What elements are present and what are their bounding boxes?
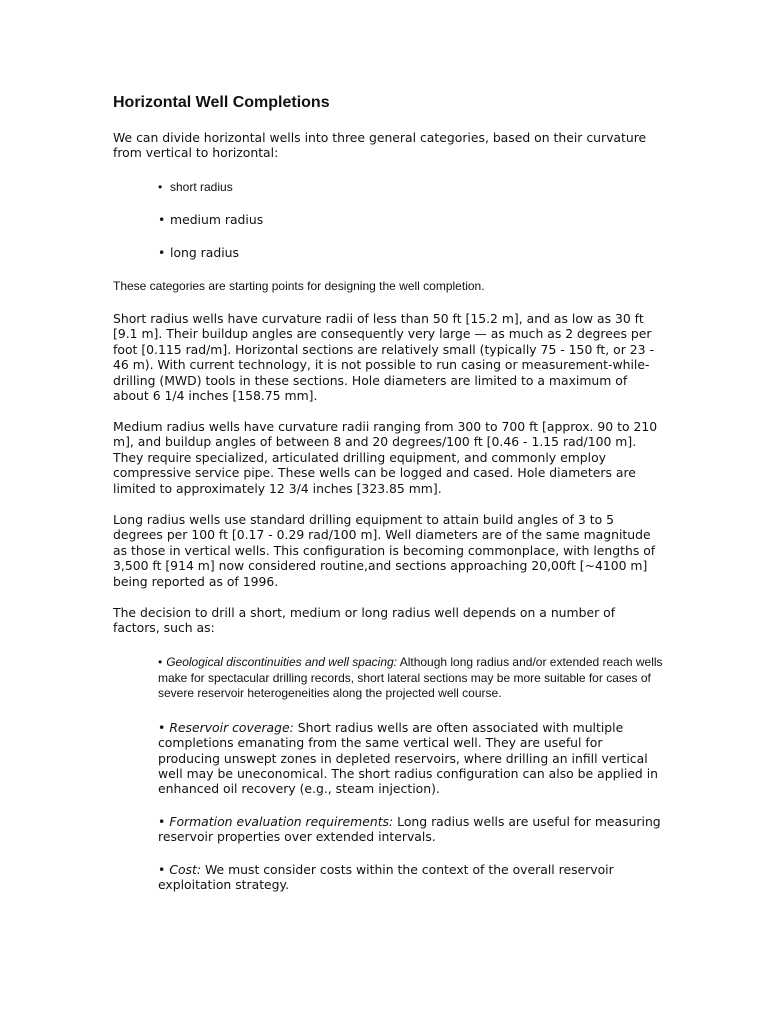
factor-term: Reservoir coverage: — [169, 720, 294, 735]
factor-term: Cost: — [169, 862, 202, 877]
bullet-icon: • — [158, 814, 166, 829]
factor-item — [158, 862, 668, 893]
short-radius-paragraph: Short radius wells have curvature radii of less than 50 ft [15.2 m], and as low as 30 ft [9.1 m]. Their buildup angles are consequently very large — as much as 2 degrees per foot [0.115 rad/m]. Horizontal sections are relatively small (typically 75 - 150 ft, or 23 - 46 m). With current technology, it is not possible to run casing or measurement-while-drilling (MWD) tools in these sections. Hole diameters are limited to a maximum of about 6 1/4 inches [158.75 mm]. — [113, 311, 654, 404]
factor-text: We must consider costs within the context of the overall reservoir exploitation strategy. — [158, 862, 614, 893]
factor-item — [158, 720, 668, 796]
bullet-icon: • — [158, 655, 163, 669]
factor-term: Formation evaluation requirements: — [169, 814, 394, 829]
long-radius-paragraph: Long radius wells use standard drilling equipment to attain build angles of 3 to 5 degrees per 100 ft [0.17 - 0.29 rad/100 m]. Well diameters are of the same magnitude as those in vertical wells. This configuration is becoming commonplace, with lengths of 3,500 ft [914 m] now considered routine,and sections approaching 20,00ft [~4100 m] being reported as of 1996. — [113, 512, 656, 589]
page-title: Horizontal Well Completions — [113, 94, 330, 111]
categories-note: These categories are starting points for designing the well completion. — [113, 279, 485, 293]
factor-term: Geological discontinuities and well spacing: — [166, 655, 398, 669]
factor-item — [158, 814, 668, 845]
category-item-short: • short radius — [158, 180, 233, 195]
medium-radius-paragraph: Medium radius wells have curvature radii ranging from 300 to 700 ft [approx. 90 to 210 m], and buildup angles of between 8 and 20 degrees/100 ft [0.46 - 1.15 rad/100 m]. They require specialized, articulated drilling equipment, and commonly employ compressive service pipe. These wells can be logged and cased. Hole diameters are limited to approximately 12 3/4 inches [323.85 mm]. — [113, 419, 658, 496]
factor-text: Although long radius and/or extended reach wells make for spectacular drilling records, short lateral sections may be more suitable for cases of severe reservoir heterogeneities along the projected well course. — [158, 655, 663, 701]
bullet-icon: • — [158, 862, 166, 877]
bullet-icon: • — [158, 720, 166, 735]
intro-paragraph: We can divide horizontal wells into three general categories, based on their curvature from vertical to horizontal: — [113, 130, 647, 161]
category-item-long: • long radius — [158, 245, 239, 260]
factor-text: Short radius wells are often associated with multiple completions emanating from the same vertical well. They are useful for producing unswept zones in depleted reservoirs, where drilling an infill vertical well may be uneconomical. The short radius configuration can also be applied in enhanced oil recovery (e.g., steam injection). — [158, 720, 659, 797]
decision-paragraph: The decision to drill a short, medium or long radius well depends on a number of factors, such as: — [113, 605, 616, 636]
category-item-medium: • medium radius — [158, 212, 263, 227]
factor-text: Long radius wells are useful for measuring reservoir properties over extended intervals. — [158, 814, 661, 845]
factor-item — [158, 655, 668, 702]
